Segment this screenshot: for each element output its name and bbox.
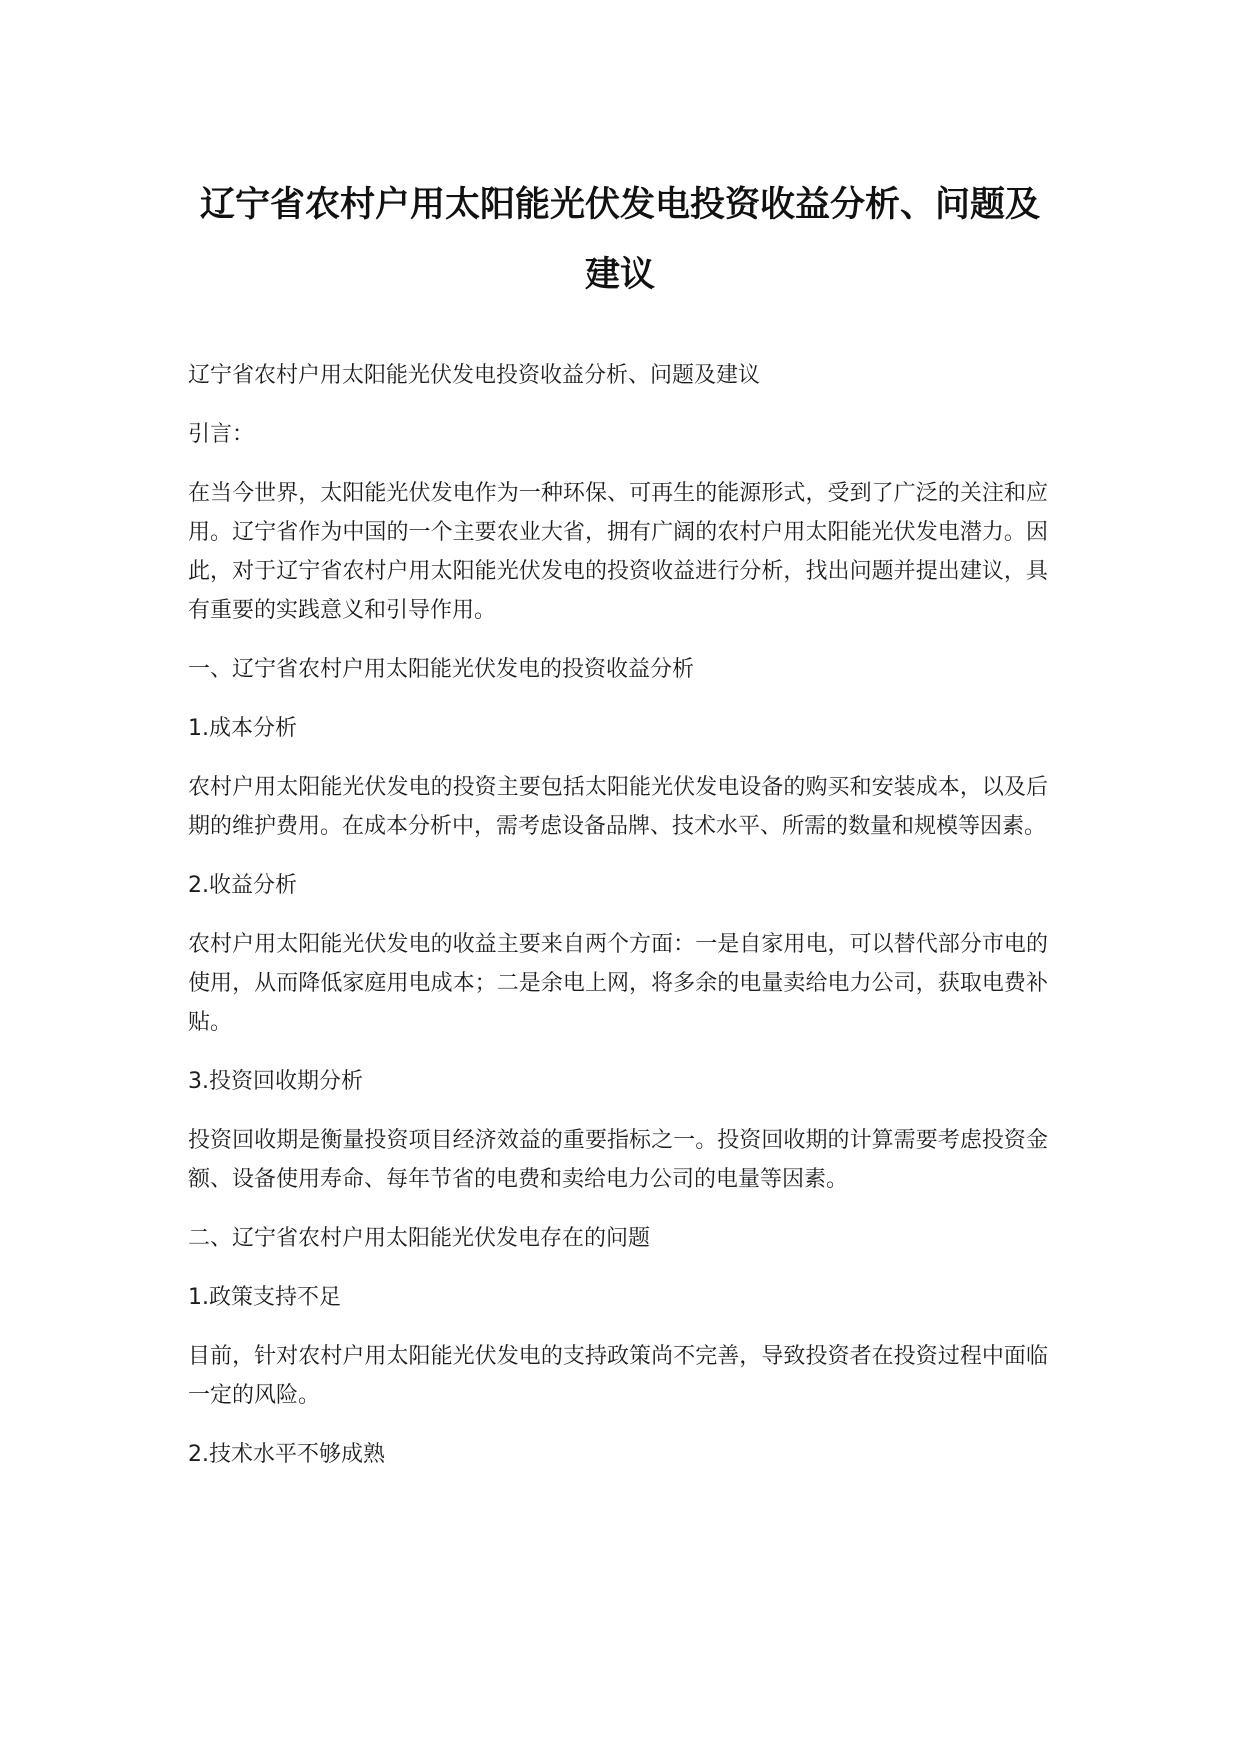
section-heading-2: 二、辽宁省农村户用太阳能光伏发电存在的问题 <box>188 1226 651 1251</box>
paragraph-revenue-analysis: 农村户用太阳能光伏发电的收益主要来自两个方面：一是自家用电，可以替代部分市电的使用，从而降低家庭用电成本；二是余电上网，将多余的电量卖给电力公司，获取电费补贴。 <box>188 932 1048 1035</box>
subsection-heading-policy: 1.政策支持不足 <box>188 1285 341 1310</box>
paragraph-payback-analysis: 投资回收期是衡量投资项目经济效益的重要指标之一。投资回收期的计算需要考虑投资金额、设备使用寿命、每年节省的电费和卖给电力公司的电量等因素。 <box>188 1128 1048 1192</box>
document-body <box>188 356 1048 1494</box>
subsection-heading-payback: 3.投资回收期分析 <box>188 1069 363 1094</box>
paragraph-subtitle: 辽宁省农村户用太阳能光伏发电投资收益分析、问题及建议 <box>188 363 761 388</box>
document-title: 辽宁省农村户用太阳能光伏发电投资收益分析、问题及建议 <box>199 185 1040 295</box>
subsection-heading-revenue: 2.收益分析 <box>188 873 297 898</box>
paragraph-policy: 目前，针对农村户用太阳能光伏发电的支持政策尚不完善，导致投资者在投资过程中面临一定的风险。 <box>188 1344 1048 1408</box>
paragraph-intro-heading: 引言： <box>188 422 255 447</box>
subsection-heading-technology: 2.技术水平不够成熟 <box>188 1442 385 1467</box>
paragraph-intro-text: 在当今世界，太阳能光伏发电作为一种环保、可再生的能源形式，受到了广泛的关注和应用。辽宁省作为中国的一个主要农业大省，拥有广阔的农村户用太阳能光伏发电潜力。因此，对于辽宁省农村户用太阳能光伏发电的投资收益进行分析，找出问题并提出建议，具有重要的实践意义和引导作用。 <box>188 481 1048 623</box>
section-heading-1: 一、辽宁省农村户用太阳能光伏发电的投资收益分析 <box>188 657 695 682</box>
subsection-heading-cost: 1.成本分析 <box>188 716 297 741</box>
paragraph-cost-analysis: 农村户用太阳能光伏发电的投资主要包括太阳能光伏发电设备的购买和安装成本，以及后期的维护费用。在成本分析中，需考虑设备品牌、技术水平、所需的数量和规模等因素。 <box>188 775 1048 839</box>
